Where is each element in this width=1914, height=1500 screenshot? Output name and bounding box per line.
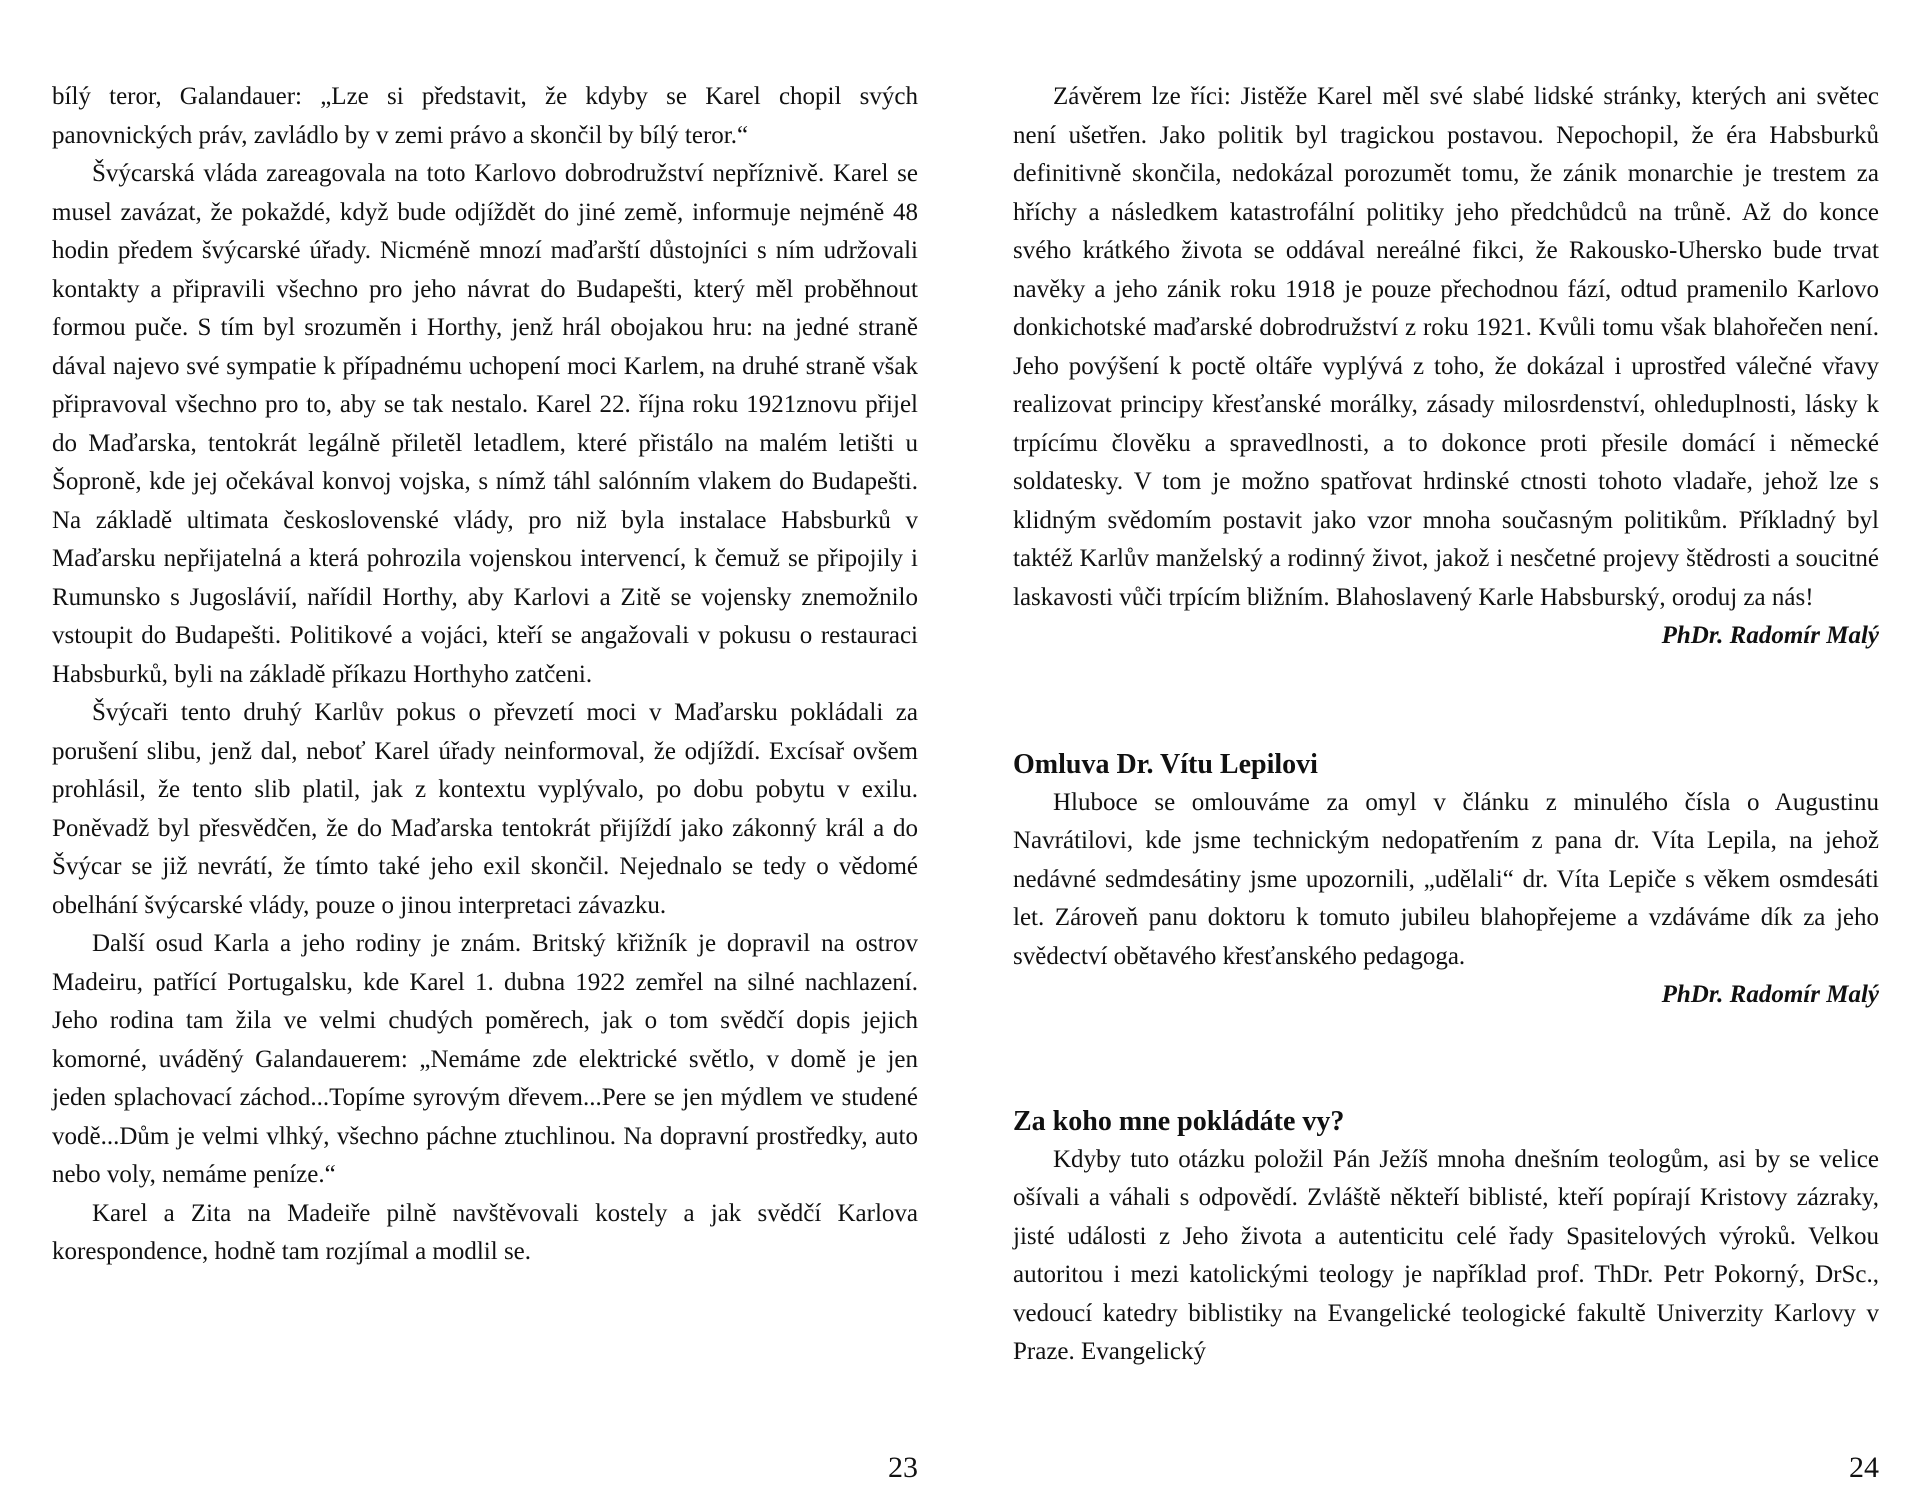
left-page <box>52 0 918 1500</box>
left-paragraph-2: Švýcarská vláda zareagovala na toto Karlovo dobrodružství nepříznivě. Karel se musel zavázat, že pokaždé, když bude odjíždět do jiné země, informuje nejméně 48 hodin předem švýcarské úřady. Nicméně mnozí maďarští důstojníci s ním udržovali kontakty a připravili všechno pro jeho návrat do Budapešti, který měl proběhnout formou puče. S tím byl srozuměn i Horthy, jenž hrál obojakou hru: na jedné straně dával najevo své sympatie k případnému uchopení moci Karlem, na druhé straně však připravoval všechno pro to, aby se tak nestalo. Karel 22. října roku 1921znovu přijel do Maďarska, tentokrát legálně přiletěl letadlem, které přistálo na malém letišti u Šoproně, kde jej očekával konvoj vojska, s nímž táhl salónním vlakem do Budapešti. Na základě ultimata československé vlády, pro niž byla instalace Habsburků v Maďarsku nepřijatelná a která pohrozila vojenskou intervencí, k čemuž se připojily i Rumunsko s Jugoslávií, nařídil Horthy, aby Karlovi a Zitě se vojensky znemožnilo vstoupit do Budapešti. Politikové a vojáci, kteří se angažovali v pokusu o restauraci Habsburků, byli na základě příkazu Horthyho zatčeni. <box>52 160 918 688</box>
left-paragraph-1: bílý teror, Galandauer: „Lze si představit, že kdyby se Karel chopil svých panovnických práv, zavládlo by v zemi právo a skončil by bílý teror.“ <box>52 83 918 149</box>
left-paragraph-4: Další osud Karla a jeho rodiny je znám. Britský křižník je dopravil na ostrov Madeiru, patřící Portugalsku, kde Karel 1. dubna 1922 zemřel na silné nachlazení. Jeho rodina tam žila ve velmi chudých poměrech, jak o tom svědčí dopis jejich komorné, uváděný Galandauerem: „Nemáme zde elektrické světlo, v domě je jen jeden splachovací záchod...Topíme syrovým dřevem...Pere se jen mýdlem ve studené vodě...Dům je velmi vlhký, všechno páchne ztuchlinou. Na dopravní prostředky, auto nebo voly, nemáme peníze.“ <box>52 930 918 1188</box>
author-signature-1: PhDr. Radomír Malý <box>1661 622 1879 649</box>
page-number-left: 23 <box>888 1451 918 1484</box>
heading-omluva: Omluva Dr. Vítu Lepilovi <box>1013 748 1318 780</box>
left-paragraph-3: Švýcaři tento druhý Karlův pokus o převzetí moci v Maďarsku pokládali za porušení slibu, jenž dal, neboť Karel úřady neinformoval, že odjíždí. Excísař ovšem prohlásil, že tento slib platil, jak z kontextu vyplývalo, po dobu pobytu v exilu. Poněvadž byl přesvědčen, že do Maďarska tentokrát přijíždí jako zákonný král a do Švýcar se již nevrátí, že tímto také jeho exil skončil. Nejednalo se tedy o vědomé obelhání švýcarské vlády, pouze o jinou interpretaci závazku. <box>52 699 918 919</box>
page-number-right: 24 <box>1849 1451 1879 1484</box>
heading-za-koho: Za koho mne pokládáte vy? <box>1013 1105 1345 1137</box>
right-page <box>1013 0 1879 1500</box>
left-paragraph-5: Karel a Zita na Madeiře pilně navštěvovali kostely a jak svědčí Karlova korespondence, hodně tam rozjímal a modlil se. <box>52 1199 918 1265</box>
intro-paragraph: Závěrem lze říci: Jistěže Karel měl své slabé lidské stránky, kterých ani světec není ušetřen. Jako politik byl tragickou postavou. Nepochopil, že éra Habsburků definitivně skončila, nedokázal porozumět tomu, že zánik monarchie je trestem za hříchy a následkem katastrofální politiky jeho předchůdců na trůně. Až do konce svého krátkého života se oddával nereálné fikci, že Rakousko-Uhersko bude trvat navěky a jeho zánik roku 1918 je pouze přechodnou fází, odtud pramenilo Karlovo donkichotské maďarské dobrodružství z roku 1921. Kvůli tomu však blahořečen není. Jeho povýšení k poctě oltáře vyplývá z toho, že dokázal i uprostřed válečné vřavy realizovat principy křesťanské morálky, zásady milosrdenství, ohleduplnosti, lásky k trpícímu člověku a spravedlnosti, a to dokonce proti přesile domácí i německé soldatesky. V tom je možno spatřovat hrdinské ctnosti tohoto vladaře, jehož lze s klidným svědomím postavit jako vzor mnoha současným politikům. Příkladný byl taktéž Karlův manželský a rodinný život, jakož i nesčetné projevy štědrosti a soucitné laskavosti vůči trpícím bližním. Blahoslavený Karle Habsburský, oroduj za nás! <box>1013 83 1879 611</box>
za-koho-paragraph: Kdyby tuto otázku položil Pán Ježíš mnoha dnešním teologům, asi by se velice ošívali a váhali s odpovědí. Zvláště někteří biblisté, kteří popírají Kristovy zázraky, jisté události z Jeho života a autenticitu celé řady Spasitelových výroků. Velkou autoritou i mezi katolickými teology je například prof. ThDr. Petr Pokorný, DrSc., vedoucí katedry biblistiky na Evangelické teologické fakultě Univerzity Karlovy v Praze. Evangelický <box>1013 1145 1879 1365</box>
author-signature-2: PhDr. Radomír Malý <box>1661 981 1879 1008</box>
omluva-paragraph: Hluboce se omlouváme za omyl v článku z minulého čísla o Augustinu Navrátilovi, kde jsme technickým nedopatřením z pana dr. Víta Lepila, na jehož nedávné sedmdesátiny jsme upozornili, „udělali“ dr. Víta Lepiče s věkem osmdesáti let. Zároveň panu doktoru k tomuto jubileu blahopřejeme a vzdáváme dík za jeho svědectví obětavého křesťanského pedagoga. <box>1013 788 1879 970</box>
